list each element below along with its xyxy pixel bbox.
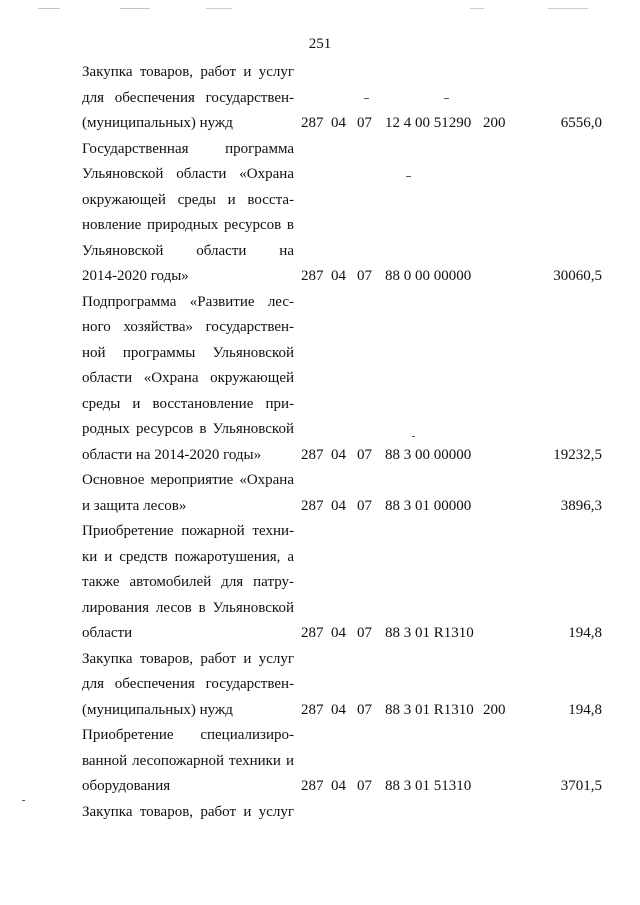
description-line: для обеспечения государствен- [82,89,294,106]
section-code: 04 [331,115,346,131]
description-line: Подпрограмма «Развитие лес- [82,293,294,310]
description-line: ного хозяйства» государствен- [82,319,294,335]
description-line: области «Охрана окружающей [82,370,294,386]
target-article-code: 88 3 01 00000 [385,497,472,514]
amount: 194,8 [568,625,602,641]
subsection-code: 07 [357,701,372,718]
description-line: Основное мероприятие «Охрана [82,472,294,488]
scan-mark [406,176,411,177]
description-line: Закупка товаров, работ и услуг [82,64,294,80]
description-line: Государственная программа [82,140,294,157]
scan-mark [548,8,588,9]
section-code: 04 [331,497,346,514]
section-code: 04 [331,268,346,284]
expense-type-code: 200 [483,701,506,718]
subsection-code: 07 [357,778,372,794]
description-line: Закупка товаров, работ и услуг [82,650,294,667]
table-row [0,647,640,724]
row-description [82,647,294,724]
ministry-code: 287 [301,625,324,641]
description-line: Приобретение пожарной техни- [82,523,294,539]
amount: 19232,5 [553,446,602,463]
ministry-code: 287 [301,446,324,463]
scan-mark [412,436,415,437]
ministry-code: 287 [301,115,324,131]
table-row [0,723,640,800]
section-code: 04 [331,701,346,718]
description-line: родных ресурсов в Ульяновской [82,421,294,437]
section-code: 04 [331,446,346,463]
ministry-code: 287 [301,268,324,284]
expense-type-code: 200 [483,115,506,131]
description-line: Ульяновской области на [82,242,294,259]
row-description [82,800,294,826]
target-article-code: 88 0 00 00000 [385,268,472,284]
description-line: области [82,625,133,641]
target-article-code: 88 3 01 51310 [385,778,472,794]
subsection-code: 07 [357,497,372,514]
target-article-code: 12 4 00 51290 [385,115,472,131]
description-line: лирования лесов в Ульяновской [82,599,294,616]
description-line: и защита лесов» [82,497,187,514]
scan-mark [364,98,369,99]
table-row [0,137,640,290]
amount: 30060,5 [553,268,602,284]
description-line: новление природных ресурсов в [82,217,294,233]
subsection-code: 07 [357,268,372,284]
description-line: для обеспечения государствен- [82,676,294,692]
ministry-code: 287 [301,497,324,514]
table-row [0,800,640,826]
table-row [0,290,640,469]
table-row [0,519,640,647]
subsection-code: 07 [357,115,372,131]
description-line: области на 2014-2020 годы» [82,446,262,463]
subsection-code: 07 [357,625,372,641]
table-row [0,468,640,519]
row-description [82,723,294,800]
description-line: ной программы Ульяновской [82,344,294,361]
row-description [82,519,294,647]
section-code: 04 [331,625,346,641]
target-article-code: 88 3 01 R1310 [385,625,474,641]
row-description [82,137,294,290]
description-line: 2014-2020 годы» [82,268,189,284]
description-line: Приобретение специализиро- [82,727,294,743]
row-description [82,468,294,519]
description-line: Закупка товаров, работ и услуг [82,803,294,820]
description-line: ванной лесопожарной техники и [82,752,294,769]
scan-mark [470,8,484,9]
amount: 6556,0 [560,115,602,131]
description-line: (муниципальных) нужд [82,115,233,131]
description-line: оборудования [82,778,171,794]
ministry-code: 287 [301,778,324,794]
description-line: (муниципальных) нужд [82,701,233,718]
scan-mark [206,8,232,9]
page-number: 251 [308,36,332,52]
target-article-code: 88 3 00 00000 [385,446,472,463]
amount: 3701,5 [560,778,602,794]
ministry-code: 287 [301,701,324,718]
amount: 194,8 [568,701,602,718]
subsection-code: 07 [357,446,372,463]
scan-mark [22,800,25,801]
row-description [82,60,294,137]
scan-mark [120,8,150,9]
description-line: также автомобилей для патру- [82,574,294,590]
description-line: окружающей среды и восста- [82,191,294,208]
section-code: 04 [331,778,346,794]
target-article-code: 88 3 01 R1310 [385,701,474,718]
description-line: ки и средств пожаротушения, а [82,548,294,565]
budget-table [0,60,640,825]
scan-mark [38,8,60,9]
scan-mark [444,98,449,99]
amount: 3896,3 [560,497,602,514]
table-row [0,60,640,137]
description-line: среды и восстановление при- [82,395,294,412]
description-line: Ульяновской области «Охрана [82,166,294,182]
row-description [82,290,294,469]
